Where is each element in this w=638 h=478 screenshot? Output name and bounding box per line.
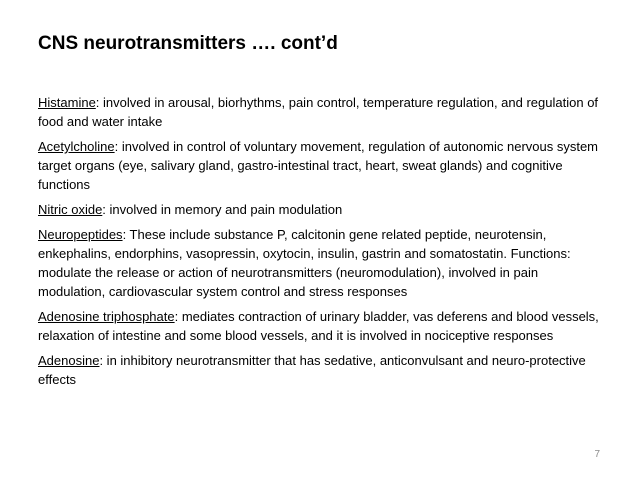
term-acetylcholine: Acetylcholine (38, 139, 115, 154)
slide-content (38, 93, 608, 395)
description-adenosine: : in inhibitory neurotransmitter that has sedative, anticonvulsant and neuro-protective effects (38, 353, 586, 387)
list-item-nitric-oxide (38, 200, 608, 219)
term-adenosine-triphosphate: Adenosine triphosphate (38, 309, 175, 324)
description-acetylcholine: : involved in control of voluntary movement, regulation of autonomic nervous system target organs (eye, salivary gland, gastro-intestinal tract, heart, sweat glands) and cognitive functions (38, 139, 599, 192)
list-item-histamine (38, 93, 608, 131)
slide-title: CNS neurotransmitters …. cont’d (38, 33, 338, 54)
term-nitric-oxide: Nitric oxide (38, 202, 103, 217)
description-adenosine-triphosphate: : mediates contraction of urinary bladder, vas deferens and blood vessels, relaxation of intestine and some blood vessels, and it is involved in nociceptive responses (38, 309, 599, 343)
term-neuropeptides: Neuropeptides (38, 227, 123, 242)
list-item-acetylcholine (38, 137, 608, 194)
list-item-adenosine (38, 351, 608, 389)
list-item-neuropeptides (38, 225, 608, 301)
description-nitric-oxide: : involved in memory and pain modulation (102, 202, 343, 217)
list-item-adenosine-triphosphate (38, 307, 608, 345)
page-number: 7 (594, 449, 600, 460)
term-adenosine: Adenosine (38, 353, 100, 368)
description-histamine: : involved in arousal, biorhythms, pain control, temperature regulation, and regulation of food and water intake (38, 95, 599, 129)
term-histamine: Histamine (38, 95, 96, 110)
description-neuropeptides: : These include substance P, calcitonin gene related peptide, neurotensin, enkephalins, endorphins, vasopressin, oxytocin, insulin, gastrin and somatostatin. Functions: modulate the release or action of neurotransmitters (neuromodulation), involved in pain modulation, cardiovascular system control and stress responses (38, 227, 571, 299)
